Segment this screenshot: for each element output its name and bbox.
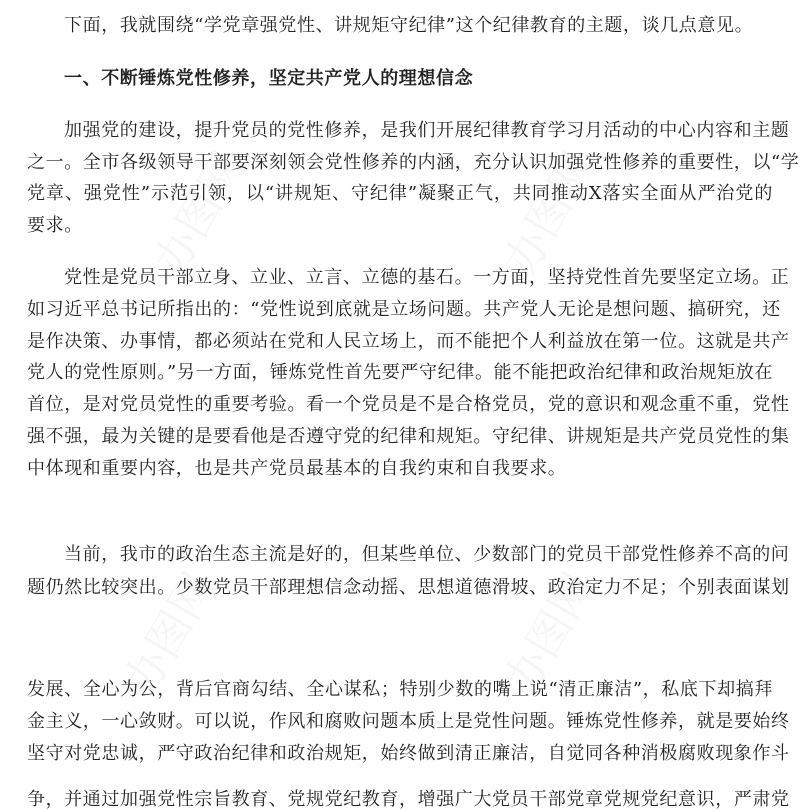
paragraph-line: 党性是党员干部立身、立业、立言、立德的基石。一方面，坚持党性首先要坚定立场。正 — [64, 267, 790, 288]
paragraph-line: 加强党的建设，提升党员的党性修养，是我们开展纪律教育学习月活动的中心内容和主题 — [64, 120, 790, 141]
paragraph-line: 强不强，最为关键的是要看他是否遵守党的纪律和规矩。守纪律、讲规矩是共产党员党性的集 — [27, 426, 790, 447]
paragraph-line: 题仍然比较突出。少数党员干部理想信念动摇、思想道德滑坡、政治定力不足；个别表面谋划 — [27, 577, 790, 598]
paragraph-line: 当前，我市的政治生态主流是好的，但某些单位、少数部门的党员干部党性修养不高的问 — [64, 544, 790, 565]
paragraph-line: 如习近平总书记所指出的：“党性说到底就是立场问题。共产党人无论是想问题、搞研究，还 — [27, 299, 781, 320]
section-heading: 一、不断锤炼党性修养，坚定共产党人的理想信念 — [64, 68, 474, 89]
paragraph-line: 争，并通过加强党性宗旨教育、党规党纪教育，增强广大党员干部党章党规党纪意识，严肃党 — [27, 789, 790, 810]
paragraph-line: 党章、强党性”示范引领，以“讲规矩、守纪律”凝聚正气，共同推动X落实全面从严治党的 — [27, 183, 773, 204]
paragraph-line: 党人的党性原则。”另一方面，锤炼党性首先要严守纪律。能不能把政治纪律和政治规矩放在 — [27, 362, 773, 383]
paragraph-line: 之一。全市各级领导干部要深刻领会党性修养的内涵，充分认识加强党性修养的重要性，以“学 — [27, 152, 800, 173]
paragraph-line: 首位，是对党员党性的重要考验。看一个党员是不是合格党员，党的意识和观念重不重，党性 — [27, 394, 790, 415]
paragraph-line: 中体现和重要内容，也是共产党员最基本的自我约束和自我要求。 — [27, 458, 567, 479]
paragraph-line: 金主义，一心敛财。可以说，作风和腐败问题本质上是党性问题。锤炼党性修养，就是要始终 — [27, 711, 790, 732]
paragraph-line: 发展、全心为公，背后官商勾结、全心谋私；特别少数的嘴上说“清正廉洁”，私底下却搞拜 — [27, 679, 773, 700]
paragraph-line: 要求。 — [27, 215, 83, 236]
intro-paragraph: 下面，我就围绕“学党章强党性、讲规矩守纪律”这个纪律教育的主题，谈几点意见。 — [64, 15, 754, 36]
paragraph-line: 坚守对党忠诚，严守政治纪律和政治规矩，始终做到清正廉洁，自觉同各种消极腐败现象作斗 — [27, 743, 790, 764]
paragraph-line: 是作决策、办事情，都必须站在党和人民立场上，而不能把个人利益放在第一位。这就是共产 — [27, 331, 790, 352]
